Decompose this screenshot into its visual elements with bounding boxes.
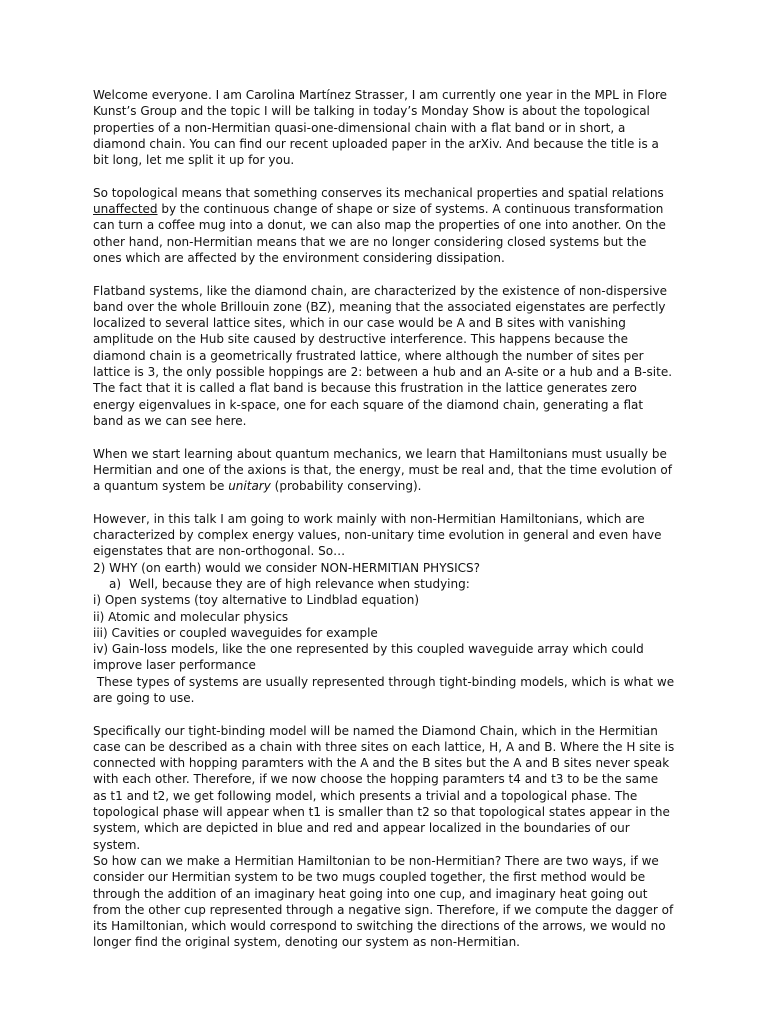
sub-item-label: a) <box>109 576 122 591</box>
sub-item-a <box>93 576 675 592</box>
paragraph-text: So topological means that something conserves its mechanical properties and spatial relations <box>93 185 664 200</box>
paragraph-flatband: Flatband systems, like the diamond chain, are characterized by the existence of non-dispersive band over the whole Brillouin zone (BZ), meaning that the associated eigenstates are perfectly localized to several lattice sites, which in our case would be A and B sites with vanishing amplitude on the Hub site caused by destructive interference. This happens because the diamond chain is a geometrically frustrated lattice, where although the number of sites per lattice is 3, the only possible hoppings are 2: between a hub and an A-site or a hub and a B-site. The fact that it is called a flat band is because this frustration in the lattice generates zero energy eigenvalues in k-space, one for each square of the diamond chain, generating a flat band as we can see here. <box>93 283 673 428</box>
paragraph-gap <box>93 168 675 184</box>
italic-word: unitary <box>228 479 271 494</box>
paragraph-hamiltonians <box>93 446 675 495</box>
document-body <box>93 87 678 951</box>
section-heading-why: 2) WHY (on earth) would we consider NON-HERMITIAN PHYSICS? <box>93 560 481 575</box>
list-item: ii) Atomic and molecular physics <box>93 609 289 624</box>
paragraph-intro: Welcome everyone. I am Carolina Martínez Strasser, I am currently one year in the MPL in Flore Kunst’s Group and the topic I will be talking in today’s Monday Show is about the topological properties of a non-Hermitian quasi-one-dimensional chain with a flat band or in short, a diamond chain. You can find our recent uploaded paper in the arXiv. And because the title is a bit long, let me split it up for you. <box>93 88 668 168</box>
paragraph-text: by the continuous change of shape or size of systems. A continuous transformation can turn a coffee mug into a donut, we can also map the properties of one into another. On the other hand, non-Hermitian means that we are no longer considering closed systems but the ones which are affected by the environment considering dissipation. <box>93 202 666 265</box>
paragraph-mugs: So how can we make a Hermitian Hamiltonian to be non-Hermitian? There are two ways, if we consider our Hermitian system to be two mugs coupled together, the first method would be through the addition of an imaginary heat going into one cup, and imaginary heat going out from the other cup represented through a negative sign. Therefore, if we compute the dagger of its Hamiltonian, which would correspond to switching the directions of the arrows, we would no longer find the original system, denoting our system as non-Hermitian. <box>93 853 674 950</box>
paragraph-text: When we start learning about quantum mechanics, we learn that Hamiltonians must usually be Hermitian and one of the axions is that, the energy, must be real and, that the time evolution of a quantum system be <box>93 446 672 494</box>
underlined-word: unaffected <box>93 202 158 217</box>
paragraph-gap <box>93 494 675 510</box>
list-item: i) Open systems (toy alternative to Lindblad equation) <box>93 593 420 608</box>
paragraph-gap <box>93 266 675 282</box>
paragraph-text: (probability conserving). <box>274 479 422 494</box>
sub-item-text: Well, because they are of high relevance when studying: <box>129 576 470 591</box>
paragraph-gap <box>93 429 675 445</box>
paragraph-topological <box>93 185 675 266</box>
list-item: iv) Gain-loss models, like the one represented by this coupled waveguide array which could improve laser performance <box>93 642 644 673</box>
list-item: iii) Cavities or coupled waveguides for example <box>93 625 378 640</box>
paragraph-gap <box>93 706 675 722</box>
paragraph-tight-binding: These types of systems are usually represented through tight-binding models, which is what we are going to use. <box>93 674 678 705</box>
paragraph-non-hermitian: However, in this talk I am going to work mainly with non-Hermitian Hamiltonians, which are characterized by complex energy values, non-unitary time evolution in general and even have eigenstates that are non-orthogonal. So… <box>93 511 662 559</box>
paragraph-diamond-chain: Specifically our tight-binding model will be named the Diamond Chain, which in the Hermitian case can be described as a chain with three sites on each lattice, H, A and B. Where the H site is connected with hopping paramters with the A and the B sites but the A and B sites never speak with each other. Therefore, if we now choose the hopping paramters t4 and t3 to be the same as t1 and t2, we get following model, which presents a trivial and a topological phase. The topological phase will appear when t1 is smaller than t2 so that topological states appear in the system, which are depicted in blue and red and appear localized in the boundaries of our system. <box>93 723 675 852</box>
